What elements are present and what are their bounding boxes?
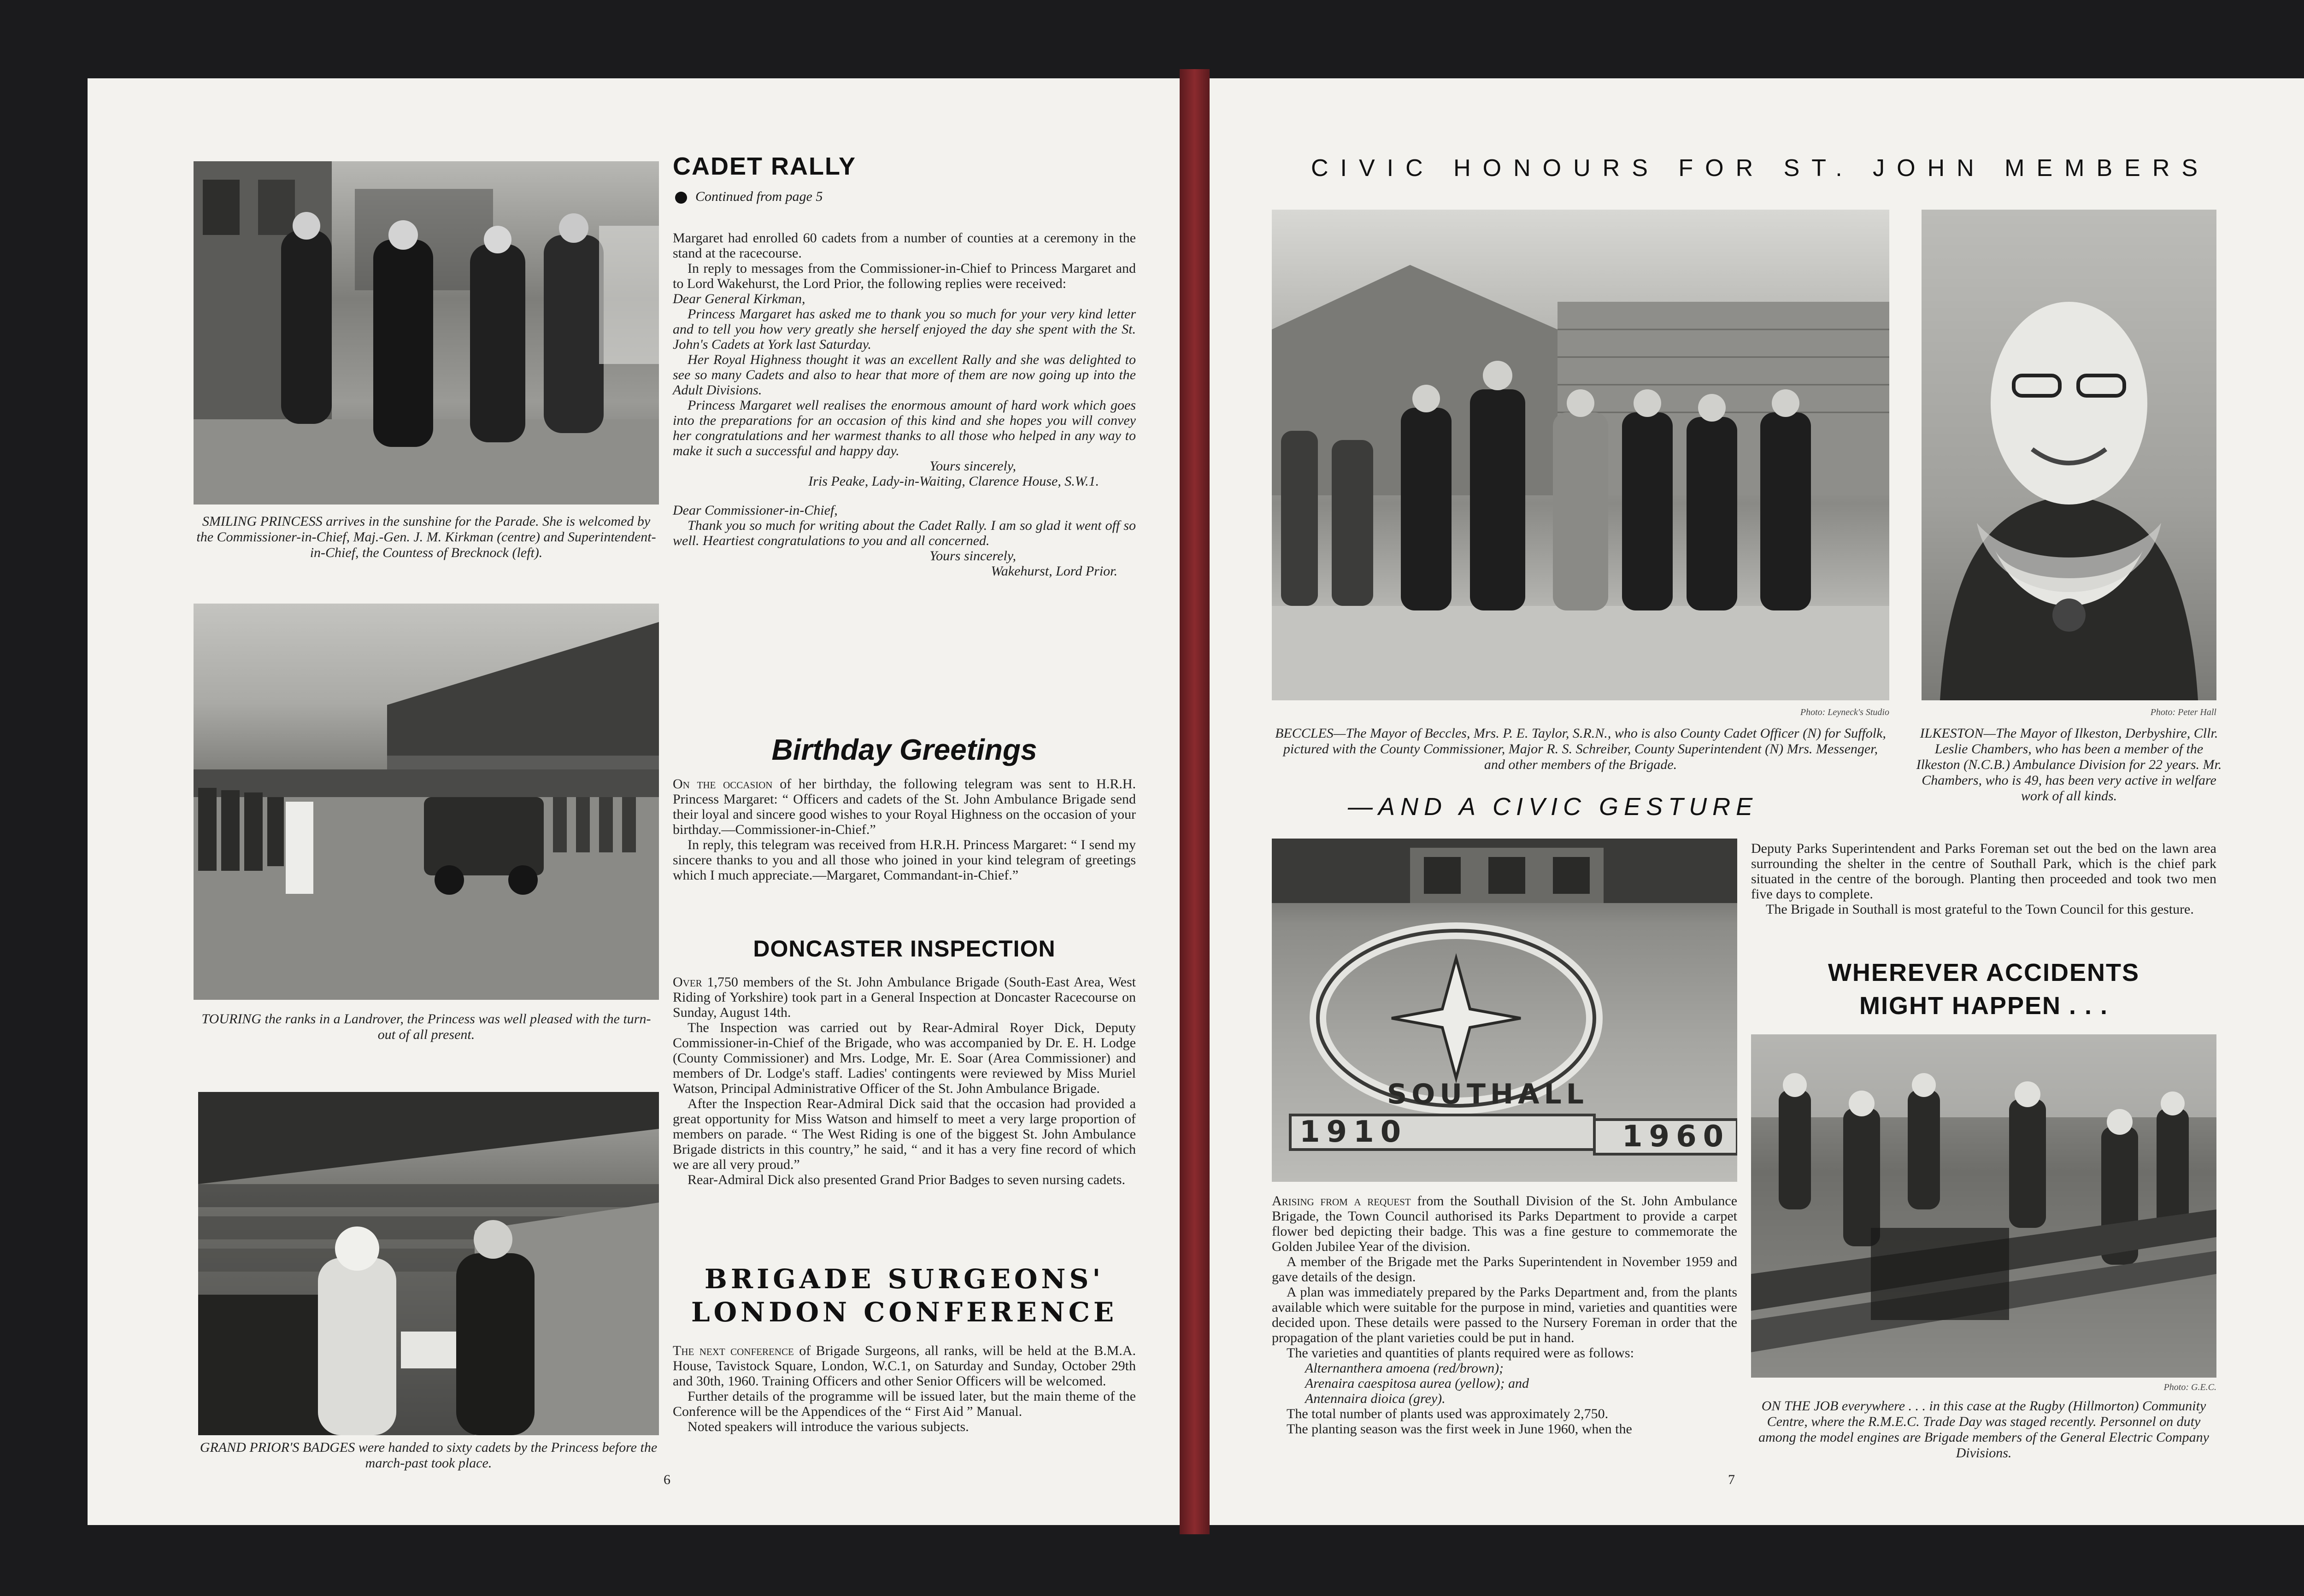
bullet-icon <box>675 192 687 204</box>
caption-accidents: ON THE JOB everywhere . . . in this case at the Rugby (Hillmorton) Community Centre, where the R.M.E.C. Trade Day was staged recently. Personnel on duty among the model engines are Brigade members of the General Electric Company Divisions. <box>1758 1398 2209 1461</box>
paragraph <box>673 974 1136 1020</box>
accidents-heading <box>1751 956 2216 1022</box>
flowerbed-year-left: 1910 <box>1299 1115 1408 1149</box>
photo-smiling-princess <box>194 161 659 505</box>
civic-honours-banner: CIVIC HONOURS FOR ST. JOHN MEMBERS <box>1311 155 2210 182</box>
lead-in: Over <box>673 974 702 990</box>
caption-ilkeston: ILKESTON—The Mayor of Ilkeston, Derbyshire, Cllr. Leslie Chambers, who has been a member of the Ilkeston (N.C.B.) Ambulance Division for 22 years. Mr. Chambers, who is 49, has been very active in welfare work of all kinds. <box>1916 726 2222 804</box>
photo-southall-flowerbed <box>1272 839 1737 1182</box>
plant-item: Antennaira dioica (grey). <box>1305 1391 1446 1406</box>
flowerbed-year-right: 1960 <box>1622 1120 1730 1154</box>
page-number-left: 6 <box>664 1472 670 1487</box>
caption-grand-prior-badges: GRAND PRIOR'S BADGES were handed to sixty cadets by the Princess before the march-past took place. <box>200 1440 658 1471</box>
paragraph: Noted speakers will introduce the various subjects. <box>688 1419 969 1434</box>
birthday-heading: Birthday Greetings <box>771 733 1037 766</box>
photo-grand-prior-badges <box>198 1092 659 1435</box>
binding-gutter <box>1180 69 1210 1534</box>
caption-smiling-princess: SMILING PRINCESS arrives in the sunshine for the Parade. She is welcomed by the Commissioner-in-Chief, Maj.-Gen. J. M. Kirkman (centre) and Superintendent-in-Chief, the Countess of Brecknock (left). <box>196 514 656 560</box>
photo-beccles <box>1272 210 1889 700</box>
caption-beccles: BECCLES—The Mayor of Beccles, Mrs. P. E. Taylor, S.R.N., who is also County Cadet Officer (N) for Suffolk, pictured with the County Commissioner, Major R. S. Schreiber, County Superintendent (N) Mrs. Messenger, and other members of the Brigade. <box>1275 726 1886 772</box>
paragraph: Further details of the programme will be issued later, but the main theme of the Conference will be the Appendices of the “ First Aid ” Manual. <box>673 1389 1136 1419</box>
accidents-heading-line2: MIGHT HAPPEN . . . <box>1859 992 2109 1020</box>
paragraph: After the Inspection Rear-Admiral Dick said that the occasion had provided a great opportunity for Miss Watson and himself to meet a very large proportion of members on parade. “ The West Riding is one of the biggest St. John Ambulance Brigade districts in this country,” he said, “ and it has a very fine record of which we are all very proud.” <box>673 1096 1136 1172</box>
signature: Wakehurst, Lord Prior. <box>991 563 1117 579</box>
lead-in: The next conference <box>673 1343 794 1358</box>
doncaster-text <box>673 974 1136 1187</box>
surgeons-heading-line1: BRIGADE SURGEONS' <box>704 1263 1105 1295</box>
photo-rugby-trade-day <box>1751 1034 2216 1378</box>
plant-item: Arenaira caespitosa aurea (yellow); and <box>1305 1376 1529 1391</box>
signoff: Yours sincerely, <box>929 458 1016 474</box>
paragraph: A member of the Brigade met the Parks Superintendent in November 1959 and gave details of the design. <box>1272 1254 1737 1285</box>
paragraph: The total number of plants used was approximately 2,750. <box>1287 1406 1609 1421</box>
cadet-rally-heading: CADET RALLY <box>673 153 857 180</box>
plant-item: Alternanthera amoena (red/brown); <box>1305 1361 1504 1376</box>
caption-landrover-touring: TOURING the ranks in a Landrover, the Princess was well pleased with the turn-out of all present. <box>201 1011 651 1042</box>
photo-landrover-touring <box>194 604 659 1000</box>
continued-text: Continued from page 5 <box>695 189 823 204</box>
right-page <box>1210 78 2304 1525</box>
paragraph <box>1272 1193 1737 1254</box>
civic-gesture-text <box>1272 1193 1737 1437</box>
birthday-text <box>673 776 1136 883</box>
paragraph <box>673 1343 1136 1389</box>
signoff: Yours sincerely, <box>929 548 1016 563</box>
paragraph: In reply to messages from the Commissioner-in-Chief to Princess Margaret and to Lord Wakehurst, the Lord Prior, the following replies were received: <box>673 261 1136 291</box>
civic-gesture-continued <box>1751 841 2216 917</box>
signature: Iris Peake, Lady-in-Waiting, Clarence House, S.W.1. <box>808 474 1099 489</box>
cadet-rally-text <box>673 230 1136 579</box>
paragraph: The varieties and quantities of plants required were as follows: <box>1287 1345 1634 1361</box>
paragraph: In reply, this telegram was received from H.R.H. Princess Margaret: “ I send my sincere thanks to you and all those who joined in your kind telegram of greetings which I much appreciate.—Margaret, Commandant-in-Chief.” <box>673 837 1136 883</box>
doncaster-heading: DONCASTER INSPECTION <box>753 936 1056 962</box>
credit-beccles: Photo: Leyneck's Studio <box>1800 707 1889 717</box>
surgeons-heading <box>673 1262 1136 1329</box>
letter-paragraph: Princess Margaret well realises the enormous amount of hard work which goes into the preparations for an occasion of this kind and she hopes you will convey her congratulations and her warmest thanks to all those who helped in any way to make it such a successful and happy day. <box>673 398 1136 458</box>
page-number-right: 7 <box>1728 1472 1735 1487</box>
salutation: Dear General Kirkman, <box>673 291 805 306</box>
surgeons-text <box>673 1343 1136 1434</box>
paragraph-body: from the Southall Division of the St. John Ambulance Brigade, the Town Council authorised its Parks Department to provide a carpet flower bed depicting their badge. This was a fine gesture to commemorate the Golden Jubilee Year of the division. <box>1272 1193 1738 1254</box>
left-page <box>88 78 1180 1525</box>
flowerbed-southall-text: SOUTHALL <box>1387 1078 1588 1110</box>
paragraph: The Inspection was carried out by Rear-Admiral Royer Dick, Deputy Commissioner-in-Chief of the Brigade, who was accompanied by Dr. E. H. Lodge (County Commissioner) and Mrs. Lodge, Mr. E. Soar (Area Commissioner) and members of Dr. Lodge's staff. Ladies' contingents were reviewed by Miss Muriel Watson, Principal Administrative Officer of the St. John Ambulance Brigade. <box>673 1020 1136 1096</box>
letter-paragraph: Princess Margaret has asked me to thank you so much for your very kind letter and to tell you how very greatly she herself enjoyed the day she spent with the St. John's Cadets at York last Saturday. <box>673 306 1136 352</box>
photo-ilkeston-mayor <box>1922 210 2216 700</box>
paragraph: Margaret had enrolled 60 cadets from a number of counties at a ceremony in the stand at the racecourse. <box>673 230 1136 261</box>
paragraph: Rear-Admiral Dick also presented Grand Prior Badges to seven nursing cadets. <box>688 1172 1125 1187</box>
paragraph-body: of her birthday, the following telegram was sent to H.R.H. Princess Margaret: “ Officers and cadets of the St. John Ambulance Brigade send their loyal and sincere good wishes to your Royal Highness on the occasion of your birthday.—Commissioner-in-Chief.” <box>673 776 1136 837</box>
salutation: Dear Commissioner-in-Chief, <box>673 503 838 518</box>
credit-accidents: Photo: G.E.C. <box>2163 1382 2216 1392</box>
paragraph: A plan was immediately prepared by the Parks Department and, from the plants available which were suitable for the purpose in mind, varieties and quantities were decided upon. These details were passed to the Nursery Foreman in order that the propagation of the plant varieties could be put in hand. <box>1272 1285 1737 1345</box>
lead-in: Arising from a request <box>1272 1193 1411 1209</box>
paragraph <box>673 776 1136 837</box>
civic-gesture-heading: —AND A CIVIC GESTURE <box>1348 793 1758 821</box>
surgeons-heading-line2: LONDON CONFERENCE <box>691 1297 1118 1328</box>
lead-in: On the occasion <box>673 776 773 792</box>
paragraph: Deputy Parks Superintendent and Parks Foreman set out the bed on the lawn area surrounding the shelter in the centre of Southall Park, which is the chief park situated in the centre of the borough. Planting then proceeded and took two men five days to complete. <box>1751 841 2216 902</box>
paragraph: The Brigade in Southall is most grateful to the Town Council for this gesture. <box>1766 902 2194 917</box>
accidents-heading-line1: WHEREVER ACCIDENTS <box>1828 959 2140 986</box>
letter-paragraph: Thank you so much for writing about the Cadet Rally. I am so glad it went off so well. Heartiest congratulations to you and all concerned. <box>673 518 1136 548</box>
paragraph-body: of Brigade Surgeons, all ranks, will be held at the B.M.A. House, Tavistock Square, London, W.C.1, on Saturday and Sunday, October 29th and 30th, 1960. Training Officers and other Senior Officers will be welcomed. <box>673 1343 1136 1389</box>
paragraph: The planting season was the first week in June 1960, when the <box>1287 1421 1632 1437</box>
paragraph-body: 1,750 members of the St. John Ambulance Brigade (South-East Area, West Riding of Yorkshire) took part in a General Inspection at Doncaster Racecourse on Sunday, August 14th. <box>673 974 1136 1020</box>
credit-ilkeston: Photo: Peter Hall <box>2150 707 2216 717</box>
letter-paragraph: Her Royal Highness thought it was an excellent Rally and she was delighted to see so many Cadets and also to hear that more of them are now going up into the Adult Divisions. <box>673 352 1136 398</box>
continued-note <box>675 189 823 205</box>
